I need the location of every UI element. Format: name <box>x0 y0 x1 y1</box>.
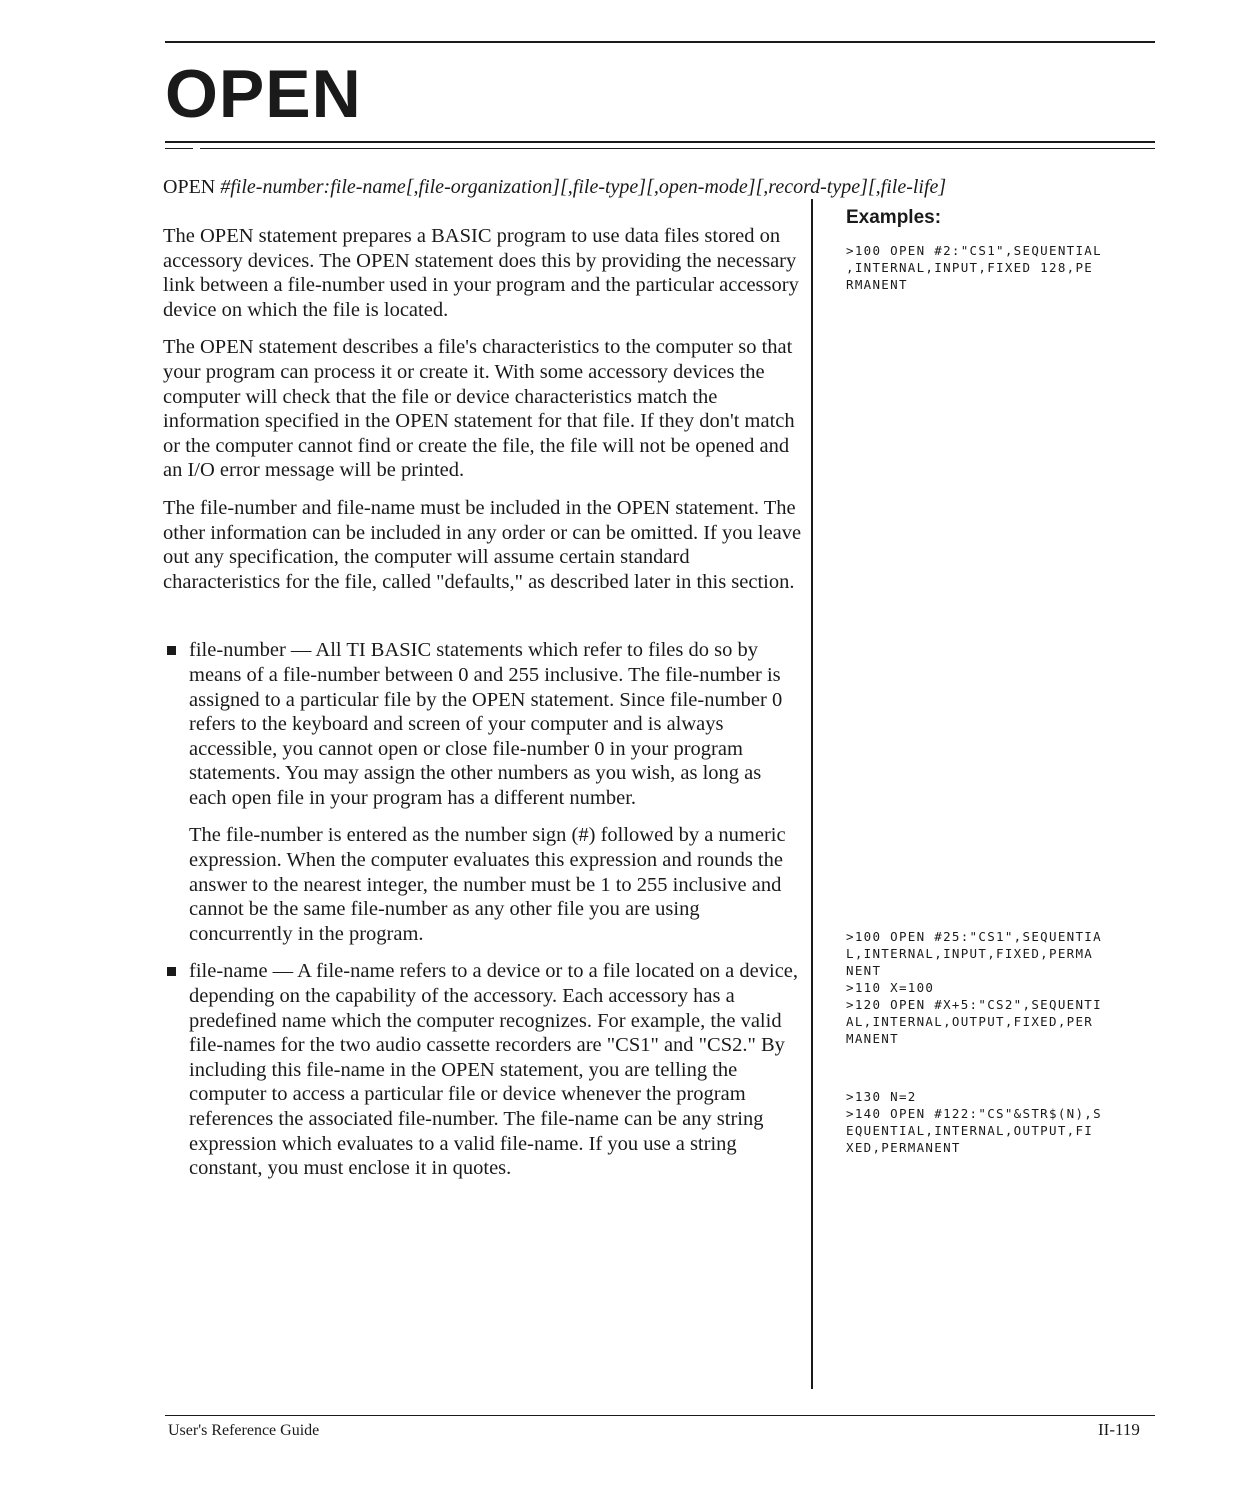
footer-guide-title: User's Reference Guide <box>168 1422 320 1439</box>
example-code-2: >100 OPEN #25:"CS1",SEQUENTIA L,INTERNAL,INPUT,FIXED,PERMA NENT >110 X=100 >120 OPEN #X+5:"CS2",SEQUENTI AL,INTERNAL,OUTPUT,FIXED,PER MANENT <box>846 929 1102 1046</box>
column-divider <box>811 199 813 1389</box>
title-rule-lower <box>200 148 1155 149</box>
bullet-square-icon <box>167 967 176 976</box>
file-name-description: file-name — A file-name refers to a device or to a file located on a device, depending on the capability of the accessory. Each accessory has a predefined name which the computer recognizes. For example, the valid file-names for the two audio cassette recorders are "CS1" and "CS2." By including this file-name in the OPEN statement, you are telling the computer to access a particular file or device whenever the program references the associated file-number. The file-name can be any string expression which evaluates to a valid file-name. If you use a string constant, you must enclose it in quotes. <box>189 960 799 1180</box>
file-number-detail: The file-number is entered as the number sign (#) followed by a numeric expression. When the computer evaluates this expression and rounds the answer to the nearest integer, the number must be 1 to 255 inclusive and cannot be the same file-number as any other file you are using concurrently in the program. <box>189 824 786 945</box>
example-code-1: >100 OPEN #2:"CS1",SEQUENTIAL ,INTERNAL,INPUT,FIXED 128,PE RMANENT <box>846 243 1102 292</box>
syntax-line <box>163 174 1163 200</box>
top-rule <box>165 41 1155 43</box>
example-code-3: >130 N=2 >140 OPEN #122:"CS"&STR$(N),S EQUENTIAL,INTERNAL,OUTPUT,FI XED,PERMANENT <box>846 1089 1102 1155</box>
bullet-square-icon <box>167 646 176 655</box>
title-rule-tick <box>165 148 193 149</box>
main-column <box>163 224 803 1194</box>
syntax-keyword: OPEN <box>163 176 221 198</box>
parameter-list <box>163 638 803 1180</box>
footer-rule <box>165 1415 1155 1416</box>
paragraph-defaults: The file-number and file-name must be included in the OPEN statement. The other information can be included in any order or can be omitted. If you leave out any specification, the computer will assume certain standard characteristics for the file, called "defaults," as described later in this section. <box>163 496 802 593</box>
page-number: II-119 <box>1098 1420 1140 1439</box>
paragraph-characteristics: The OPEN statement describes a file's characteristics to the computer so that your program can process it or create it. With some accessory devices the computer will check that the file or device characteristics match the information specified in the OPEN statement for that file. If they don't match or the computer cannot find or create the file, the file will not be opened and an I/O error message will be printed. <box>163 336 795 482</box>
file-number-description: file-number — All TI BASIC statements which refer to files do so by means of a file-number between 0 and 255 inclusive. The file-number is assigned to a particular file by the OPEN statement. Since file-number 0 refers to the keyboard and screen of your computer and is always accessible, you cannot open or close file-number 0 in your program statements. You may assign the other numbers as you wish, as long as each open file in your program has a different number. <box>189 639 783 809</box>
title-rule-upper <box>165 141 1155 143</box>
list-item-file-number <box>163 638 803 946</box>
examples-heading: Examples: <box>846 207 942 228</box>
page-title: OPEN <box>165 56 362 132</box>
list-item-file-name <box>163 959 803 1180</box>
syntax-args: #file-number:file-name[,file-organization][,file-type][,open-mode][,record-type][,file-life] <box>220 176 947 198</box>
paragraph-intro: The OPEN statement prepares a BASIC program to use data files stored on accessory devices. The OPEN statement does this by providing the necessary link between a file-number used in your program and the particular accessory device on which the file is located. <box>163 225 799 321</box>
